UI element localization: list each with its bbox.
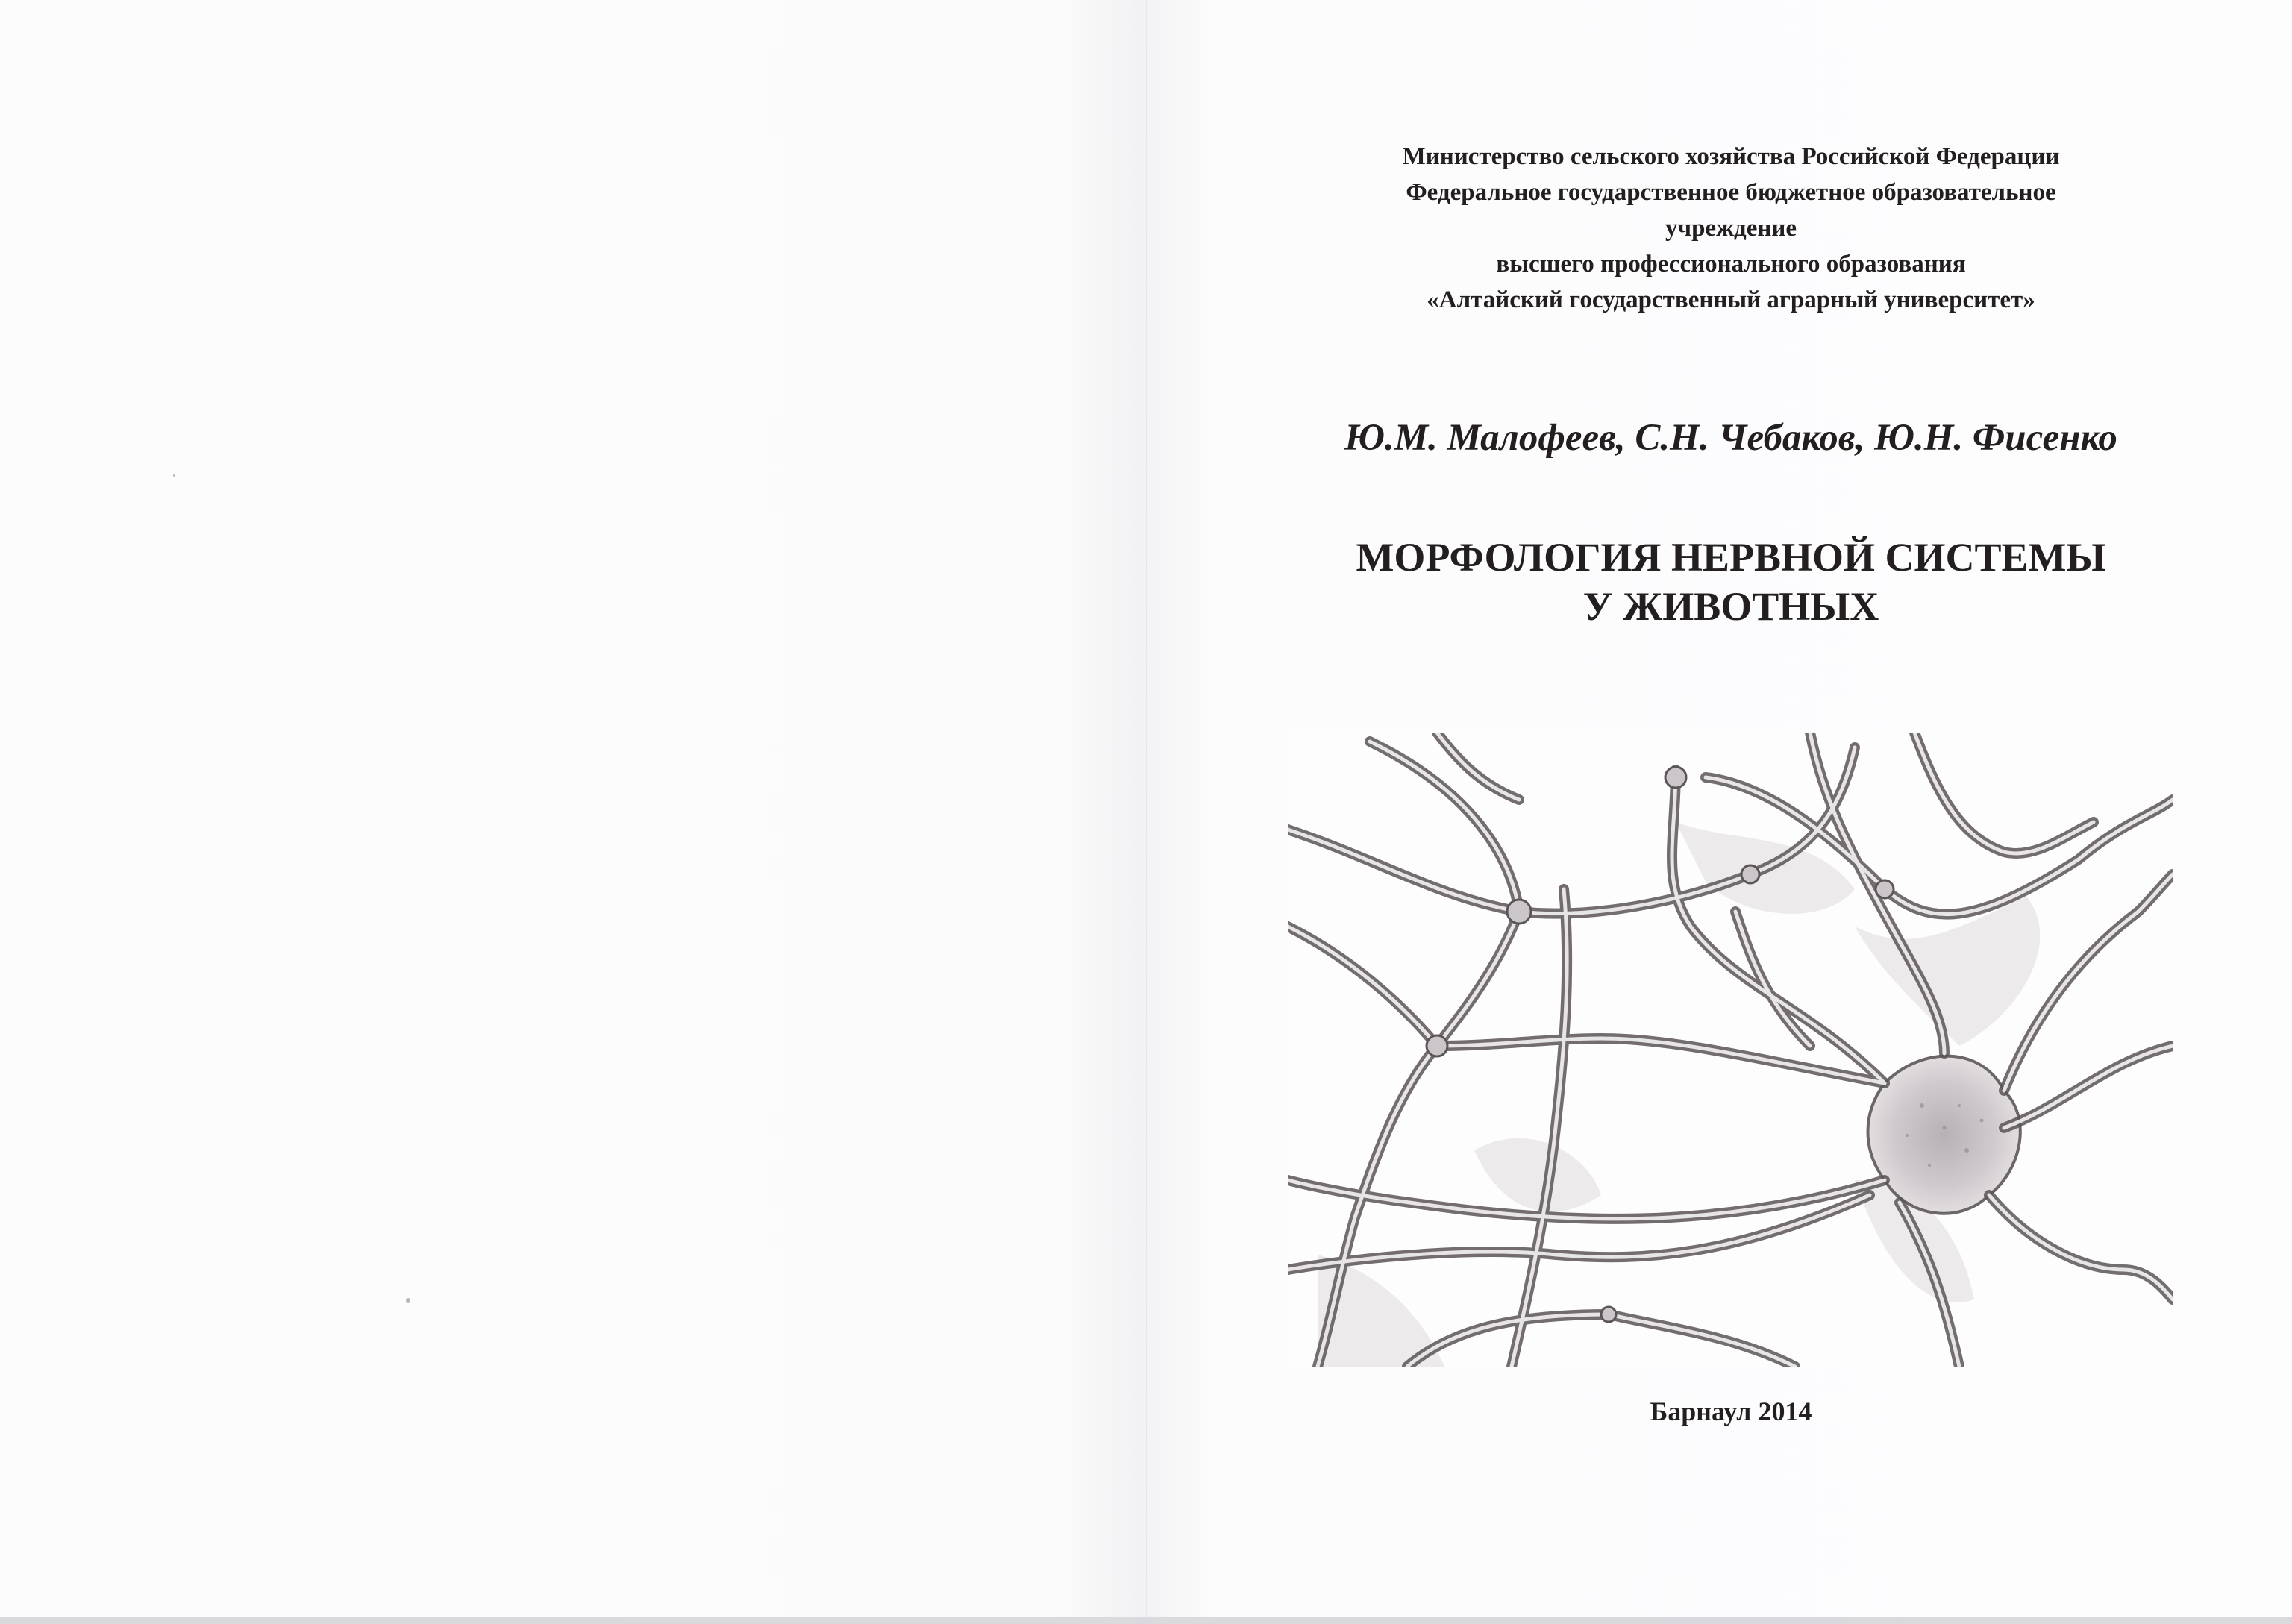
publisher-line: «Алтайский государственный аграрный университет»: [1427, 286, 2035, 313]
paper-speck: [173, 474, 175, 477]
publisher-line: высшего профессионального образования: [1496, 251, 1966, 278]
page-bottom-edge: [0, 1617, 2292, 1624]
city-year: Барнаул 2014: [1650, 1396, 1812, 1426]
book-title-line: У ЖИВОТНЫХ: [1582, 584, 1879, 629]
publisher-line: Федеральное государственное бюджетное образовательное: [1406, 179, 2056, 206]
paper-speck: [406, 1298, 410, 1303]
neuron-network-illustration: [1288, 733, 2173, 1367]
authors-line: Ю.М. Малофеев, С.Н. Чебаков, Ю.Н. Фисенко: [1344, 417, 2117, 459]
publisher-block: [1268, 139, 2194, 318]
book-title: [1268, 533, 2194, 631]
publisher-line: учреждение: [1665, 215, 1797, 242]
publisher-line: Министерство сельского хозяйства Российской Федерации: [1402, 143, 2060, 170]
book-title-line: МОРФОЛОГИЯ НЕРВНОЙ СИСТЕМЫ: [1356, 535, 2106, 580]
